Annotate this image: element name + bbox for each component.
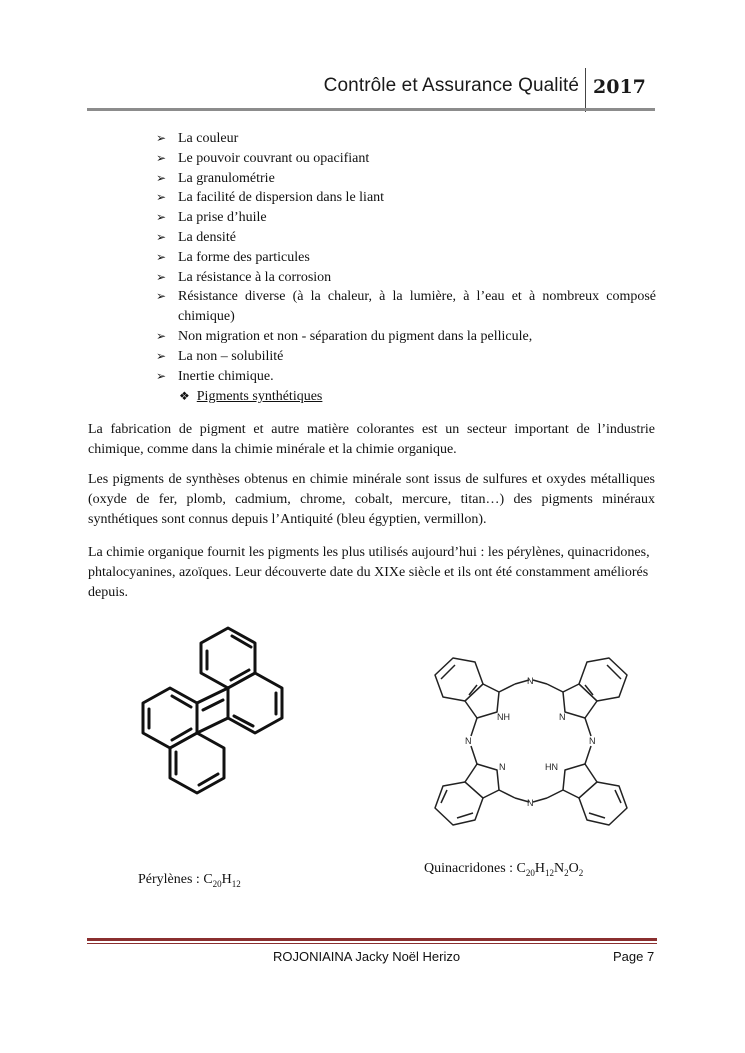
atom-label-n: N [589, 736, 596, 746]
list-item: ➢ La résistance à la corrosion [156, 268, 656, 288]
footer-rule-thin [87, 943, 657, 944]
arrow-bullet-icon: ➢ [156, 131, 167, 145]
property-list [156, 129, 656, 386]
arrow-bullet-icon: ➢ [156, 170, 167, 185]
list-item: ➢ La granulométrie [156, 169, 656, 189]
arrow-bullet-icon: ➢ [156, 190, 167, 205]
paragraph: La fabrication de pigment et autre matière colorantes est un secteur important de l’industrie chimique, comme dans la chimie minérale et la chimie organique. [88, 422, 655, 457]
arrow-bullet-icon: ➢ [156, 289, 167, 304]
arrow-bullet-icon: ➢ [156, 328, 167, 343]
arrow-bullet-icon: ➢ [156, 229, 167, 244]
header-year: 2017 [593, 76, 646, 98]
list-item: ➢ La couleur [156, 129, 656, 149]
list-item: ➢ La facilité de dispersion dans le liant [156, 188, 656, 208]
arrow-bullet-icon: ➢ [156, 269, 167, 284]
list-item: ➢ La forme des particules [156, 248, 656, 268]
arrow-bullet-icon: ➢ [156, 210, 167, 225]
arrow-bullet-icon: ➢ [156, 249, 167, 264]
atom-label-n: N [527, 798, 534, 808]
ring-right [228, 673, 282, 733]
list-item: ➢ Le pouvoir couvrant ou opacifiant [156, 149, 656, 169]
list-item: ➢ La densité [156, 228, 656, 248]
quinacridone-structure [425, 640, 637, 840]
footer-rule [87, 938, 657, 941]
quinacridone-caption: Quinacridones : $C_{20}H_{12}N_2O_2$ [424, 861, 584, 878]
arrow-bullet-icon: ➢ [156, 150, 167, 165]
list-item: ➢ Résistance diverse (à la chaleur, à la lumière, à l’eau et à nombreux composé chimique) [156, 289, 656, 325]
page-number: Page 7 [613, 949, 655, 964]
atom-label-n: N [559, 712, 566, 722]
arrow-bullet-icon: ➢ [156, 368, 167, 383]
perylene-caption: Pérylènes : $C_{20}H_{12}$ [138, 872, 241, 889]
atom-label-n: N [499, 762, 506, 772]
list-item: ➢ Non migration et non - séparation du pigment dans la pellicule, [156, 327, 656, 347]
list-item: ➢ La non – solubilité [156, 347, 656, 367]
perylene-structure [108, 620, 308, 825]
arrow-bullet-icon: ➢ [156, 348, 167, 363]
atom-label-n: N [527, 676, 534, 686]
diamond-bullet-icon: ❖ [179, 389, 190, 403]
atom-label-n: N [465, 736, 472, 746]
paragraph: Les pigments de synthèses obtenus en chimie minérale sont issus de sulfures et oxydes métalliques (oxyde de fer, plomb, cadmium, chrome, cobalt, mercure, titan…) des pigments minéraux synthétiques sont connus depuis l’Antiquité (bleu égyptien, vermillon). [88, 472, 655, 527]
header-separator [585, 68, 586, 112]
atom-label-nh: NH [497, 712, 510, 722]
header-title: Contrôle et Assurance Qualité [323, 75, 579, 96]
header-rule [87, 108, 655, 111]
ring-bottom [170, 733, 224, 793]
paragraph: La chimie organique fournit les pigments les plus utilisés aujourd’hui : les pérylènes, quinacridones, phtalocyanines, azoïques. Leur découverte date du XIXe siècle et ils ont été constamment améliorés depuis. [88, 545, 650, 600]
footer-author: ROJONIAINA Jacky Noël Herizo [273, 949, 461, 964]
list-item: ➢ La prise d’huile [156, 208, 656, 228]
atom-label-hn: HN [545, 762, 558, 772]
list-item: ➢ Inertie chimique. [156, 367, 656, 387]
section-subheading: ❖ Pigments synthétiques [179, 389, 323, 404]
